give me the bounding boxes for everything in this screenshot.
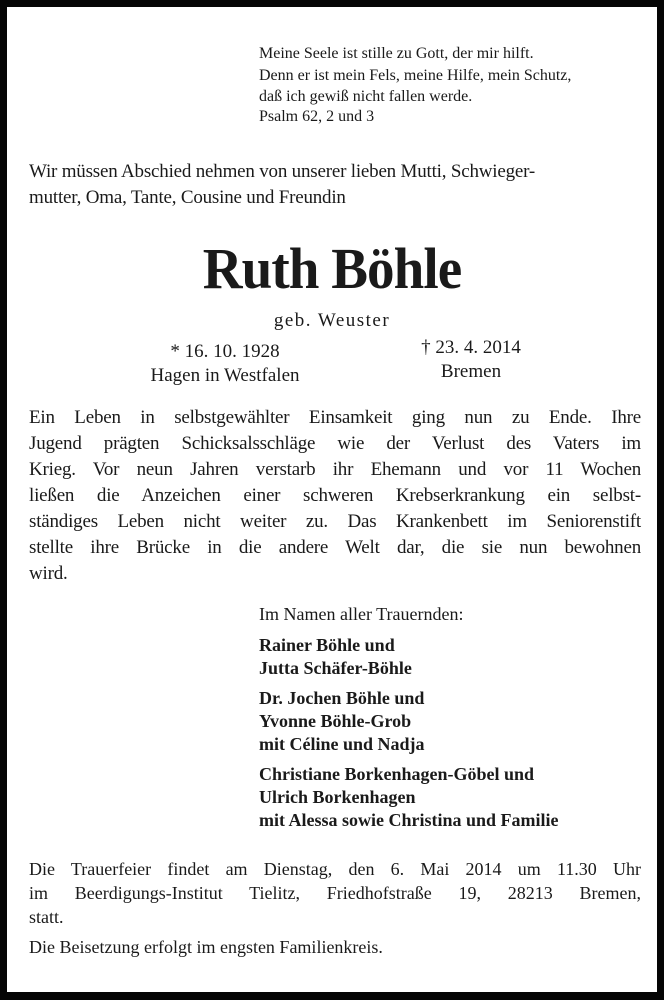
birth-info (125, 340, 325, 388)
intro-line: mutter, Oma, Tante, Cousine und Freundin (29, 187, 346, 208)
obituary-notice (7, 7, 657, 992)
mourner-group (259, 763, 559, 832)
bio-line: stellte ihre Brücke in die andere Welt dar, die sie nun bewohnen (29, 537, 641, 558)
death-place: Bremen (440, 361, 502, 382)
mourner-line: Rainer Böhle und (259, 635, 395, 655)
mourner-group (259, 687, 425, 756)
bio-line: ließen die Anzeichen einer schweren Krebserkrankung ein selbst- (29, 485, 641, 506)
birth-place: Hagen in Westfalen (150, 365, 300, 386)
psalm-reference: Psalm 62, 2 und 3 (259, 108, 375, 125)
psalm-quote (259, 43, 571, 108)
bio-line: Krieg. Vor neun Jahren verstarb ihr Ehemann und vor 11 Wochen (29, 459, 641, 480)
deceased-name: Ruth Böhle (202, 236, 462, 301)
mourners-heading: Im Namen aller Trauernden: (259, 604, 464, 624)
ceremony-line: statt. (29, 907, 64, 927)
maiden-name: geb. Weuster (273, 310, 391, 331)
biography-text (29, 405, 641, 587)
bio-line: ständiges Leben nicht weiter zu. Das Krankenbett im Seniorenstift (29, 511, 641, 532)
death-info (371, 336, 571, 384)
ceremony-info (29, 857, 641, 929)
mourner-line: mit Céline und Nadja (259, 734, 425, 754)
ceremony-line: Die Trauerfeier findet am Dienstag, den 6. Mai 2014 um 11.30 Uhr (29, 859, 641, 879)
mourner-line: mit Alessa sowie Christina und Familie (259, 810, 559, 830)
ceremony-line: im Beerdigungs-Institut Tielitz, Friedhofstraße 19, 28213 Bremen, (29, 883, 641, 903)
mourner-group (259, 634, 412, 680)
intro-line: Wir müssen Abschied nehmen von unserer lieben Mutti, Schwieger- (29, 161, 535, 182)
psalm-line: Denn er ist mein Fels, meine Hilfe, mein Schutz, (259, 66, 572, 84)
mourner-line: Jutta Schäfer-Böhle (259, 658, 412, 678)
bio-line: Jugend prägten Schicksalsschläge wie der Verlust des Vaters im (29, 433, 641, 454)
psalm-line: daß ich gewiß nicht fallen werde. (259, 88, 473, 105)
death-date: † 23. 4. 2014 (421, 337, 521, 358)
mourner-line: Dr. Jochen Böhle und (259, 688, 425, 708)
bio-line: wird. (29, 563, 68, 584)
birth-date: * 16. 10. 1928 (170, 341, 280, 362)
mourner-line: Yvonne Böhle-Grob (259, 711, 412, 731)
mourner-line: Christiane Borkenhagen-Göbel und (259, 764, 535, 784)
intro-text (29, 159, 535, 211)
psalm-line: Meine Seele ist stille zu Gott, der mir hilft. (259, 45, 534, 62)
bio-line: Ein Leben in selbstgewählter Einsamkeit ging nun zu Ende. Ihre (29, 407, 641, 428)
burial-info: Die Beisetzung erfolgt im engsten Familienkreis. (29, 937, 383, 957)
mourner-line: Ulrich Borkenhagen (259, 787, 416, 807)
